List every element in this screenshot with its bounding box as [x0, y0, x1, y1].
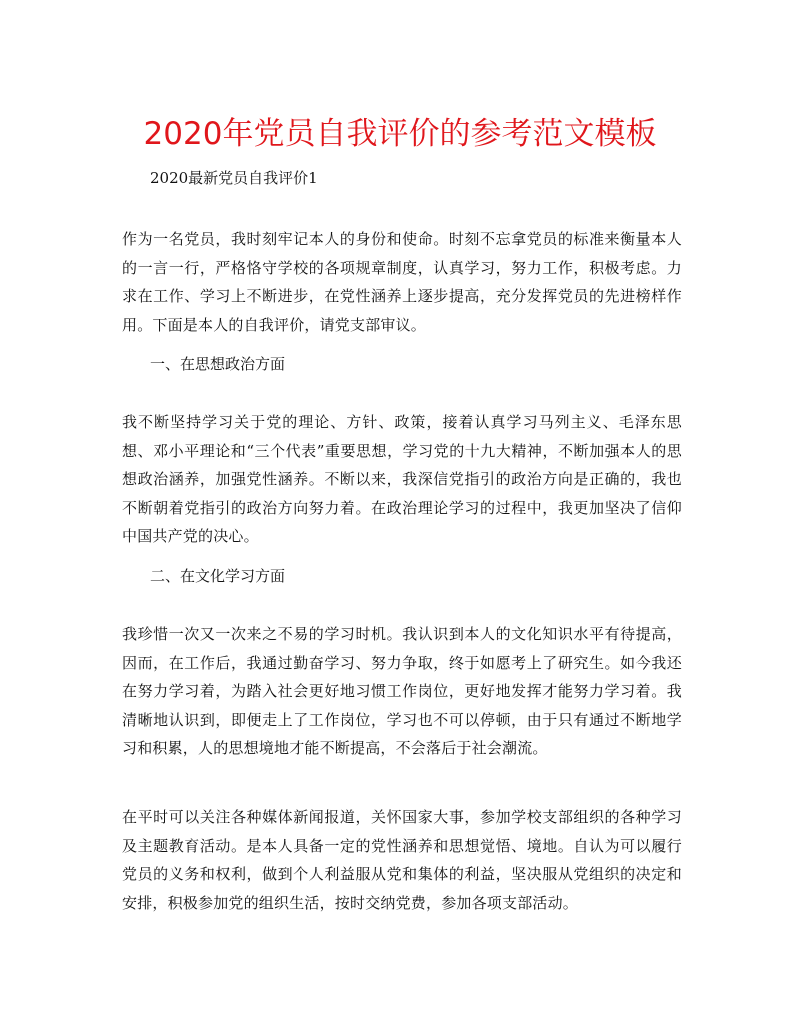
paragraph-activities: 在平时可以关注各种媒体新闻报道，关怀国家大事，参加学校支部组织的各种学习及主题教育活动。是本人具备一定的党性涵养和思想觉悟、境地。自认为可以履行党员的义务和权利，做到个人利益服从党和集体的利益，坚决服从党组织的决定和安排，积极参加党的组织生活，按时交纳党费，参加各项支部活动。: [122, 808, 682, 912]
paragraph-intro: 作为一名党员，我时刻牢记本人的身份和使命。时刻不忘拿党员的标准来衡量本人的一言一行，严格恪守学校的各项规章制度，认真学习，努力工作，积极考虑。力求在工作、学习上不断进步，在党性涵养上逐步提高，充分发挥党员的先进榜样作用。下面是本人的自我评价，请党支部审议。: [122, 230, 682, 334]
document-title: 2020年党员自我评价的参考范文模板: [143, 116, 657, 152]
paragraph-politics: 我不断坚持学习关于党的理论、方针、政策，接着认真学习马列主义、毛泽东思想、邓小平理论和“三个代表”重要思想，学习党的十九大精神，不断加强本人的思想政治涵养，加强党性涵养。不断以来，我深信党指引的政治方向是正确的，我也不断朝着党指引的政治方向努力着。在政治理论学习的过程中，我更加坚决了信仰中国共产党的决心。: [122, 413, 682, 545]
section-heading-politics: 一、在思想政治方面: [150, 355, 286, 373]
paragraph-study: 我珍惜一次又一次来之不易的学习时机。我认识到本人的文化知识水平有待提高，因而，在工作后，我通过勤奋学习、努力争取，终于如愿考上了研究生。如今我还在努力学习着，为踏入社会更好地习惯工作岗位，更好地发挥才能努力学习着。我清晰地认识到，即便走上了工作岗位，学习也不可以停顿，由于只有通过不断地学习和积累，人的思想境地才能不断提高，不会落后于社会潮流。: [122, 625, 682, 757]
section-heading-study: 二、在文化学习方面: [150, 567, 286, 585]
document-subtitle: 2020最新党员自我评价1: [150, 169, 318, 187]
